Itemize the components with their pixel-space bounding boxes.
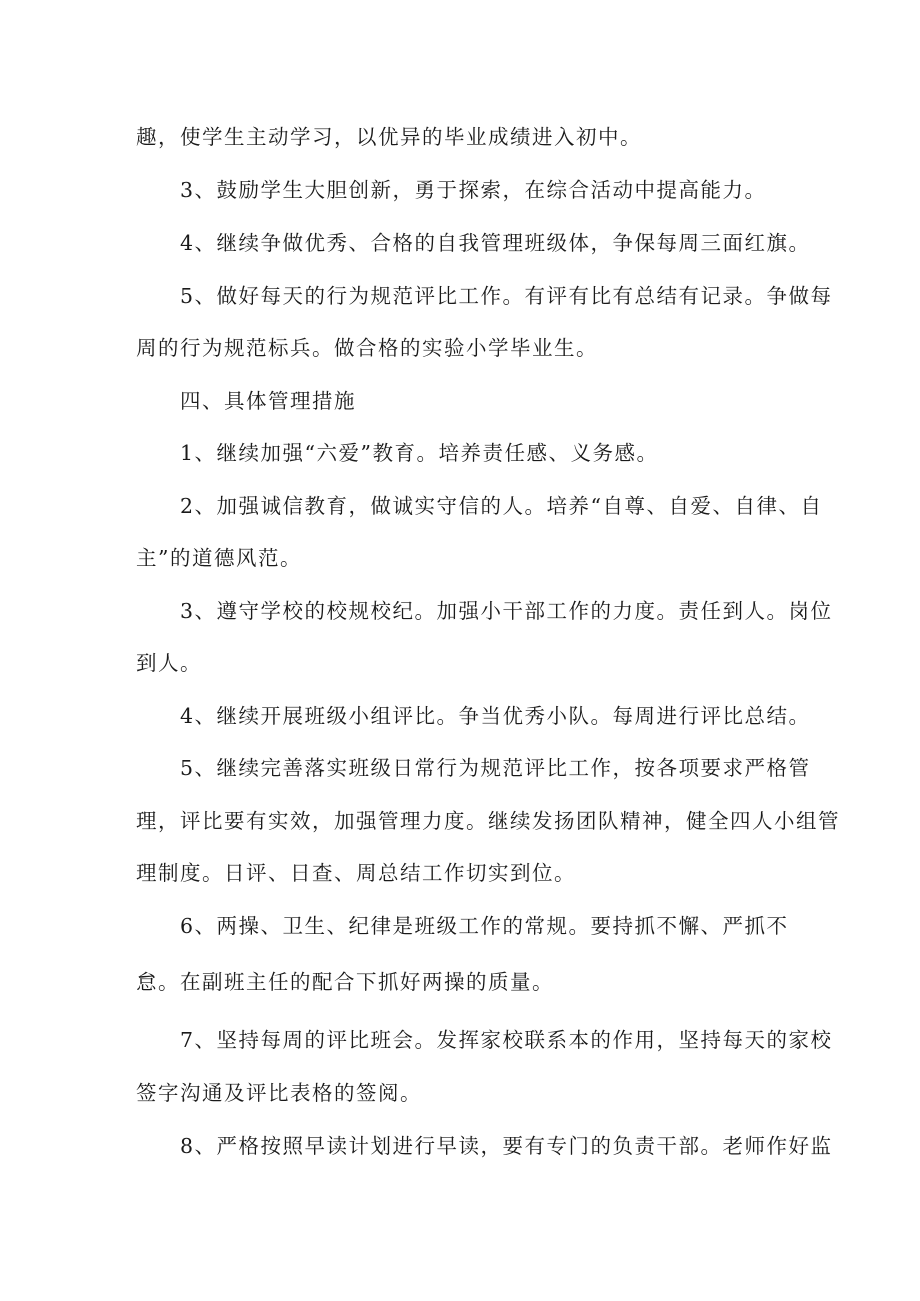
paragraph-line: 6、两操、卫生、纪律是班级工作的常规。要持抓不懈、严抓不 xyxy=(180,914,789,938)
paragraph-line: 7、坚持每周的评比班会。发挥家校联系本的作用，坚持每天的家校 xyxy=(180,1028,833,1052)
paragraph-line: 4、继续开展班级小组评比。争当优秀小队。每周进行评比总结。 xyxy=(180,704,811,728)
paragraph-line: 4、继续争做优秀、合格的自我管理班级体，争保每周三面红旗。 xyxy=(180,231,811,255)
paragraph-line: 理，评比要有实效，加强管理力度。继续发扬团队精神，健全四人小组管 xyxy=(136,809,840,833)
paragraph-line: 5、做好每天的行为规范评比工作。有评有比有总结有记录。争做每 xyxy=(180,284,833,308)
paragraph-line: 2、加强诚信教育，做诚实守信的人。培养“自尊、自爱、自律、自 xyxy=(180,494,823,518)
paragraph-line: 签字沟通及评比表格的签阅。 xyxy=(136,1081,422,1105)
paragraph-line: 趣，使学生主动学习，以优异的毕业成绩进入初中。 xyxy=(136,125,642,149)
paragraph-line: 3、鼓励学生大胆创新，勇于探索，在综合活动中提高能力。 xyxy=(180,178,767,202)
paragraph-line: 到人。 xyxy=(136,651,202,675)
paragraph-line: 5、继续完善落实班级日常行为规范评比工作，按各项要求严格管 xyxy=(180,756,811,780)
section-heading: 四、具体管理措施 xyxy=(180,389,356,413)
paragraph-line: 1、继续加强“六爱”教育。培养责任感、义务感。 xyxy=(180,441,659,465)
paragraph-line: 周的行为规范标兵。做合格的实验小学毕业生。 xyxy=(136,336,598,360)
paragraph-line: 8、严格按照早读计划进行早读，要有专门的负责干部。老师作好监 xyxy=(180,1134,833,1158)
paragraph-line: 理制度。日评、日查、周总结工作切实到位。 xyxy=(136,861,576,885)
paragraph-line: 3、遵守学校的校规校纪。加强小干部工作的力度。责任到人。岗位 xyxy=(180,599,833,623)
paragraph-line: 主”的道德风范。 xyxy=(136,546,302,570)
paragraph-line: 怠。在副班主任的配合下抓好两操的质量。 xyxy=(136,970,554,994)
